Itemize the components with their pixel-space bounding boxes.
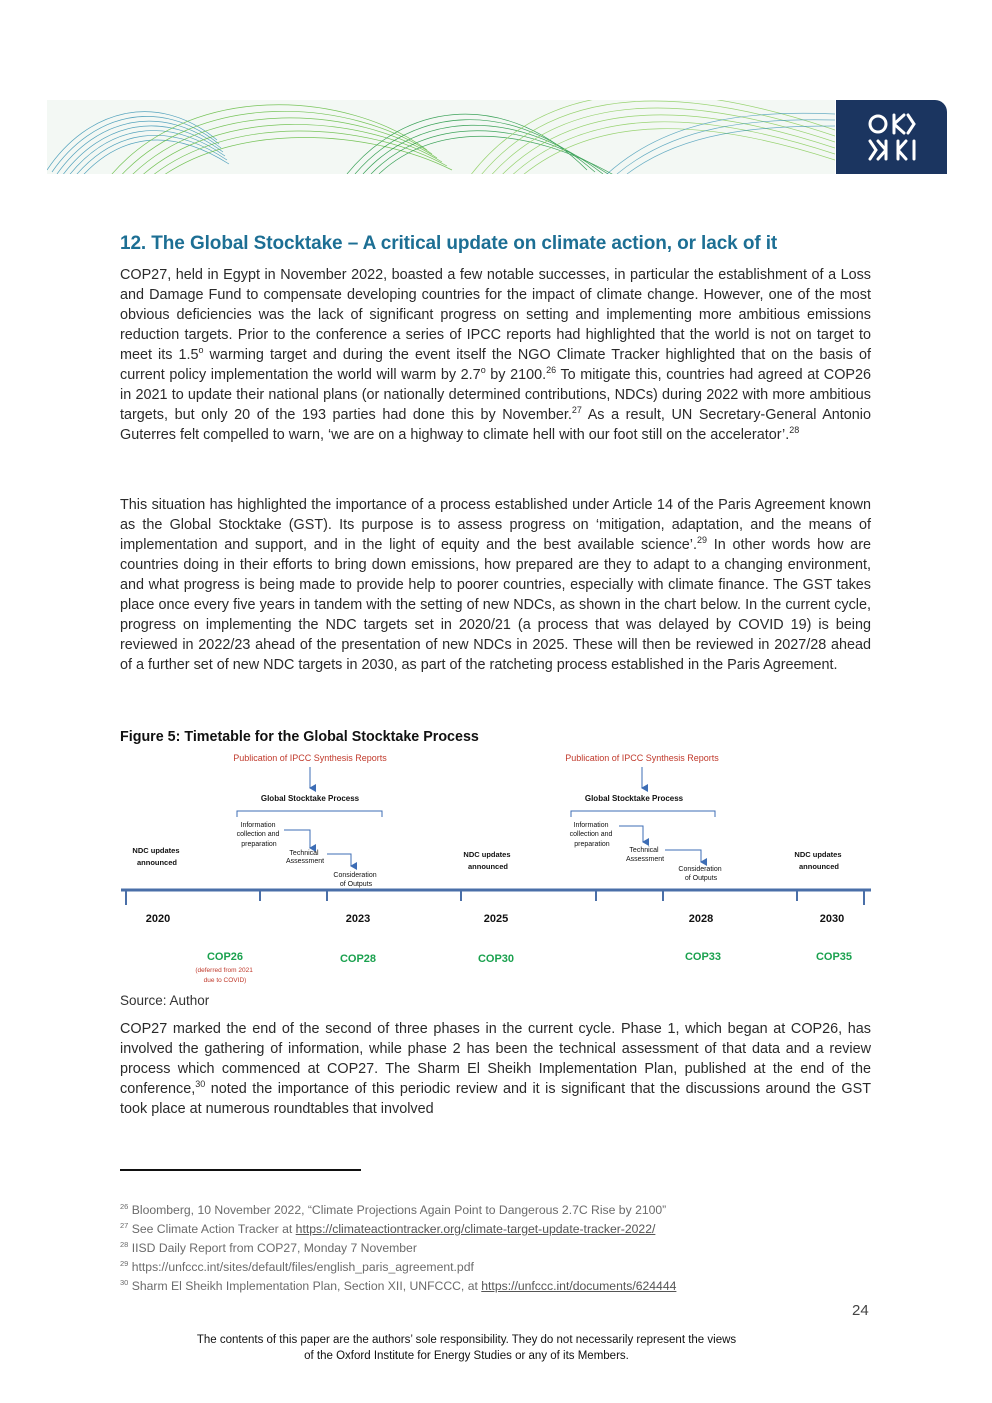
wave-pattern	[47, 100, 835, 174]
footnote-27: $^{27}$ See Climate Action Tracker at https://climateactiontracker.org/climate-target-update-tracker-2022/	[120, 1221, 656, 1237]
unfccc-documents-link[interactable]: https://unfccc.int/documents/624444	[481, 1279, 677, 1294]
footnotes	[120, 1199, 880, 1294]
cop-35: COP35	[815, 951, 853, 963]
info-step-1: Information collection and preparation	[236, 822, 280, 848]
paragraph-1: COP27, held in Egypt in November 2022, boasted a few notable successes, in particular the establishment of a Loss and Damage Fund to compensate developing countries for the impact of climate change. However, one of the most obvious deficiencies was the lack of significant progress on setting and implementing more ambitious emissions reduction targets. Prior to the conference a series of IPCC reports had highlighted that the world is not on target to meet its 1.5$^o$ warming target and during the event itself the NGO Climate Tracker highlighted that on the basis of current policy implementation the world will warm by 2.7$^o$ by 2100.26 To mitigate this, countries had agreed at COP26 in 2021 to update their national plans (or nationally determined contributions, NDCs) during 2022 with more ambitious targets, but only 20 of the 193 parties had done this by November.$^{27}$ As a result, UN Secretary-General Antonio Guterres felt compelled to warn, ‘we are on a highway to climate hell with our foot still on the accelerator’.$^{28}$	[120, 267, 871, 443]
page-number: 24	[852, 1302, 869, 1319]
figure-source: Source: Author	[120, 993, 210, 1008]
footnote-ref-30[interactable]: 30	[195, 1079, 206, 1090]
tech-arrow-1	[327, 854, 351, 866]
year-2023: 2023	[345, 913, 371, 925]
footnote-ref-26[interactable]: 26	[546, 365, 557, 376]
footnote-29: $^{29}$ https://unfccc.int/sites/default/files/english_paris_agreement.pdf	[120, 1259, 474, 1275]
consid-step-1: Consideration of Outputs	[333, 872, 377, 888]
tech-step-1: Technical Assessment	[285, 850, 325, 865]
gst-bracket-1	[237, 811, 382, 817]
gst-label-2: Global Stocktake Process	[584, 794, 684, 803]
year-2030: 2030	[819, 913, 845, 925]
paragraph-3: COP27 marked the end of the second of three phases in the current cycle. Phase 1, which began at COP26, has involved the gathering of information, while phase 2 has been the technical assessment of that data and a review process which commenced at COP27. The Sharm El Sheikh Implementation Plan, published at the end of the conference,$^{30}$ noted the importance of this periodic review and it is significant that the discussions around the GST took place at numerous roundtables that involved	[120, 1021, 871, 1117]
cop-33: COP33	[684, 951, 722, 963]
footnote-26: $^{26}$ Bloomberg, 10 November 2022, “Climate Projections Again Point to Dangerous 2.7C Rise by 2100”	[120, 1202, 667, 1218]
ipcc-label-2: Publication of IPCC Synthesis Reports	[565, 753, 719, 763]
paragraph-2: This situation has highlighted the importance of a process established under Article 14 of the Paris Agreement known as the Global Stocktake (GST). Its purpose is to assess progress on ‘mitigation, adaptation, and the means of implementation and support, and in the light of equity and the best available science’.$^{29}$ In other words how are countries doing in their efforts to bring down emissions, how prepared are they to adapt to a changing environment, and what progress is being made to provide help to poorer countries, especially with climate finance. The GST takes place once every five years in tandem with the setting of new NDCs, as shown in the chart below. In the current cycle, progress on implementing the NDC targets set in 2020/21 (a process that was delayed by COVID 19) is being reviewed in 2022/23 ahead of the presentation of new NDCs in 2025. These will then be reviewed in 2027/28 ahead of a further set of new NDC targets in 2030, as part of the ratcheting process established in the Paris Agreement.	[120, 497, 871, 673]
footnote-ref-27[interactable]: 27	[571, 405, 582, 416]
cop-30: COP30	[477, 953, 515, 965]
gst-label-1: Global Stocktake Process	[260, 794, 360, 803]
consid-step-2: Consideration of Outputs	[678, 866, 722, 882]
tech-step-2: Technical Assessment	[625, 847, 665, 863]
cop-26: COP26	[206, 951, 244, 963]
footnote-ref-29[interactable]: 29	[696, 535, 707, 546]
figure-title: Figure 5: Timetable for the Global Stocktake Process	[120, 729, 479, 745]
climate-tracker-link[interactable]: https://climateactiontracker.org/climate-target-update-tracker-2022/	[295, 1222, 656, 1237]
ipcc-label-1: Publication of IPCC Synthesis Reports	[233, 753, 387, 763]
gst-bracket-2	[571, 811, 715, 817]
stocktake-timeline	[0, 745, 992, 990]
footnote-ref-28[interactable]: 28	[789, 425, 800, 436]
footnote-divider	[120, 1169, 361, 1171]
ndc-2030-label: NDC updates announced	[794, 850, 842, 871]
ndc-2025-label: NDC updates announced	[463, 850, 511, 871]
tech-arrow-2	[665, 850, 701, 862]
header-banner	[47, 100, 835, 174]
cop-28: COP28	[339, 953, 377, 965]
year-2025: 2025	[483, 913, 509, 925]
footnote-28: $^{28}$ IISD Daily Report from COP27, Monday 7 November	[120, 1240, 417, 1256]
cop26-note: (deferred from 2021 due to COVID)	[195, 967, 253, 984]
oies-logo	[836, 100, 947, 174]
timeline-ticks	[126, 890, 864, 905]
year-2020: 2020	[145, 913, 171, 925]
logo-icon	[864, 110, 920, 164]
ndc-2020-label: NDC updates announced	[132, 846, 180, 867]
year-2028: 2028	[688, 913, 714, 925]
info-step-2: Information collection and preparation	[569, 822, 613, 848]
footnote-30: $^{30}$ Sharm El Sheikh Implementation Plan, Section XII, UNFCCC, at https://unfccc.int/documents/624444	[120, 1278, 677, 1294]
info-arrow-2	[619, 826, 643, 842]
info-arrow-1	[284, 830, 310, 848]
section-heading: 12. The Global Stocktake – A critical update on climate action, or lack of it	[120, 233, 778, 254]
disclaimer: The contents of this paper are the authors’ sole responsibility. They do not necessarily represent the views of the Oxford Institute for Energy Studies or any of its Members.	[196, 1334, 737, 1362]
